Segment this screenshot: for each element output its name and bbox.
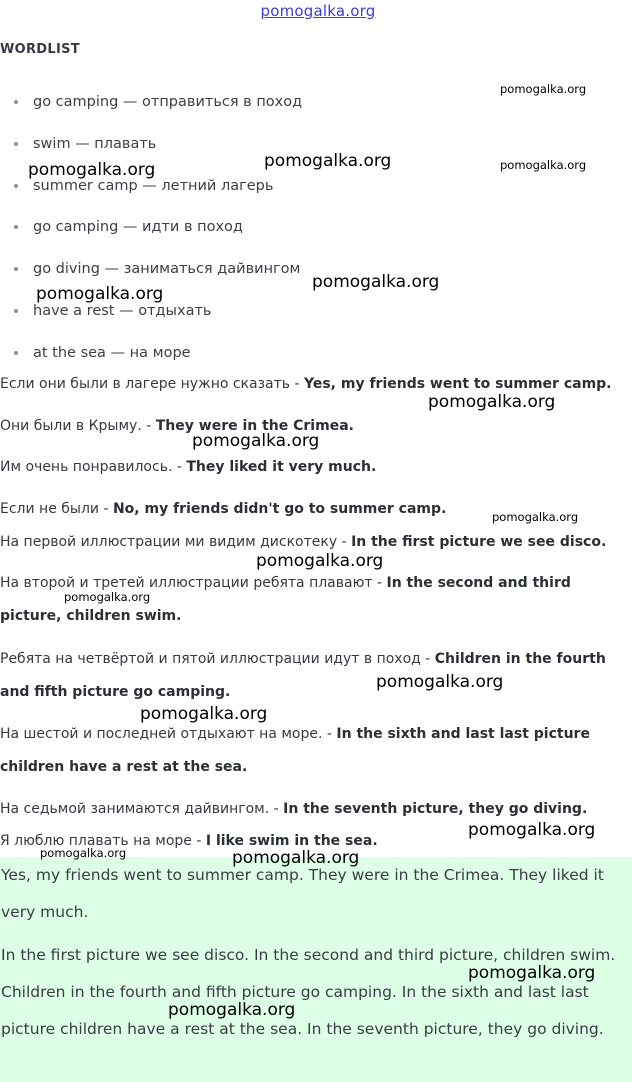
phrase-ru: Им очень понравилось. - xyxy=(0,459,187,475)
phrase xyxy=(0,643,632,709)
phrase-en: No, my friends didn't go to summer camp. xyxy=(112,501,447,517)
wordlist-item: at the sea — на море xyxy=(14,341,302,383)
phrase-ru: Ребята на четвёртой и пятой иллюстрации идут в поход - xyxy=(0,651,435,667)
phrase-ru: На шестой и последней отдыхают на море. - xyxy=(0,726,337,742)
wordlist-title: WORDLIST xyxy=(0,42,80,57)
wordlist-item: summer camp — летний лагерь xyxy=(14,174,302,216)
watermark: pomogalka.org xyxy=(36,284,164,304)
phrase-en: In the seventh picture, they go diving. xyxy=(283,801,588,817)
answer-paragraph: Yes, my friends went to summer camp. They were in the Crimea. They liked it very much. xyxy=(1,866,604,921)
watermark: pomogalka.org xyxy=(256,551,384,571)
wordlist xyxy=(14,90,302,383)
phrase-en: Children in the fourth and fifth picture go camping. xyxy=(0,651,606,700)
phrase-ru: Я люблю плавать на море - xyxy=(0,833,206,849)
phrase-ru: Если не были - xyxy=(0,501,113,517)
watermark: pomogalka.org xyxy=(28,160,156,180)
phrase-ru: На второй и третей иллюстрации ребята плавают - xyxy=(0,575,387,591)
wordlist-item: go camping — идти в поход xyxy=(14,215,302,257)
wordlist-item: have a rest — отдыхать xyxy=(14,299,302,341)
watermark: pomogalka.org xyxy=(192,431,320,451)
watermark: pomogalka.org xyxy=(40,846,127,860)
watermark: pomogalka.org xyxy=(64,590,151,604)
wordlist-item: go camping — отправиться в поход xyxy=(14,90,302,132)
phrase xyxy=(0,451,632,484)
phrase-en: They liked it very much. xyxy=(186,459,377,475)
watermark: pomogalka.org xyxy=(312,272,440,292)
watermark: pomogalka.org xyxy=(376,672,504,692)
watermark: pomogalka.org xyxy=(492,510,579,524)
phrase-en: In the second and third picture, children swim. xyxy=(0,575,571,624)
phrase-en: They were in the Crimea. xyxy=(155,418,354,434)
phrase xyxy=(0,718,632,784)
site-link[interactable]: pomogalka.org xyxy=(260,2,376,20)
wordlist-item: swim — плавать xyxy=(14,132,302,174)
watermark: pomogalka.org xyxy=(500,82,587,96)
phrase-en: I like swim in the sea. xyxy=(205,833,378,849)
phrase-en: Yes, my friends went to summer camp. xyxy=(303,376,612,392)
phrase-en: In the sixth and last last picture children have a rest at the sea. xyxy=(0,726,590,775)
watermark: pomogalka.org xyxy=(468,820,596,840)
watermark: pomogalka.org xyxy=(428,392,556,412)
watermark: pomogalka.org xyxy=(168,1000,296,1020)
wordlist-item: go diving — заниматься дайвингом xyxy=(14,257,302,299)
phrase-ru: На седьмой занимаются дайвингом. - xyxy=(0,801,284,817)
watermark: pomogalka.org xyxy=(468,963,596,983)
phrase-ru: Если они были в лагере нужно сказать - xyxy=(0,376,304,392)
watermark: pomogalka.org xyxy=(500,158,587,172)
phrase-ru: На первой иллюстрации ми видим дискотеку - xyxy=(0,534,352,550)
phrase-en: In the first picture we see disco. xyxy=(351,534,607,550)
watermark: pomogalka.org xyxy=(232,848,360,868)
watermark: pomogalka.org xyxy=(264,151,392,171)
watermark: pomogalka.org xyxy=(140,704,268,724)
phrase-ru: Они были в Крыму. - xyxy=(0,418,156,434)
answer-paragraph: In the first picture we see disco. In the second and third picture, children swim. Children in the fourth and fifth picture go camping. In the sixth and last last picture children have a rest at the sea. In the seventh picture, they go diving. xyxy=(1,946,616,1038)
